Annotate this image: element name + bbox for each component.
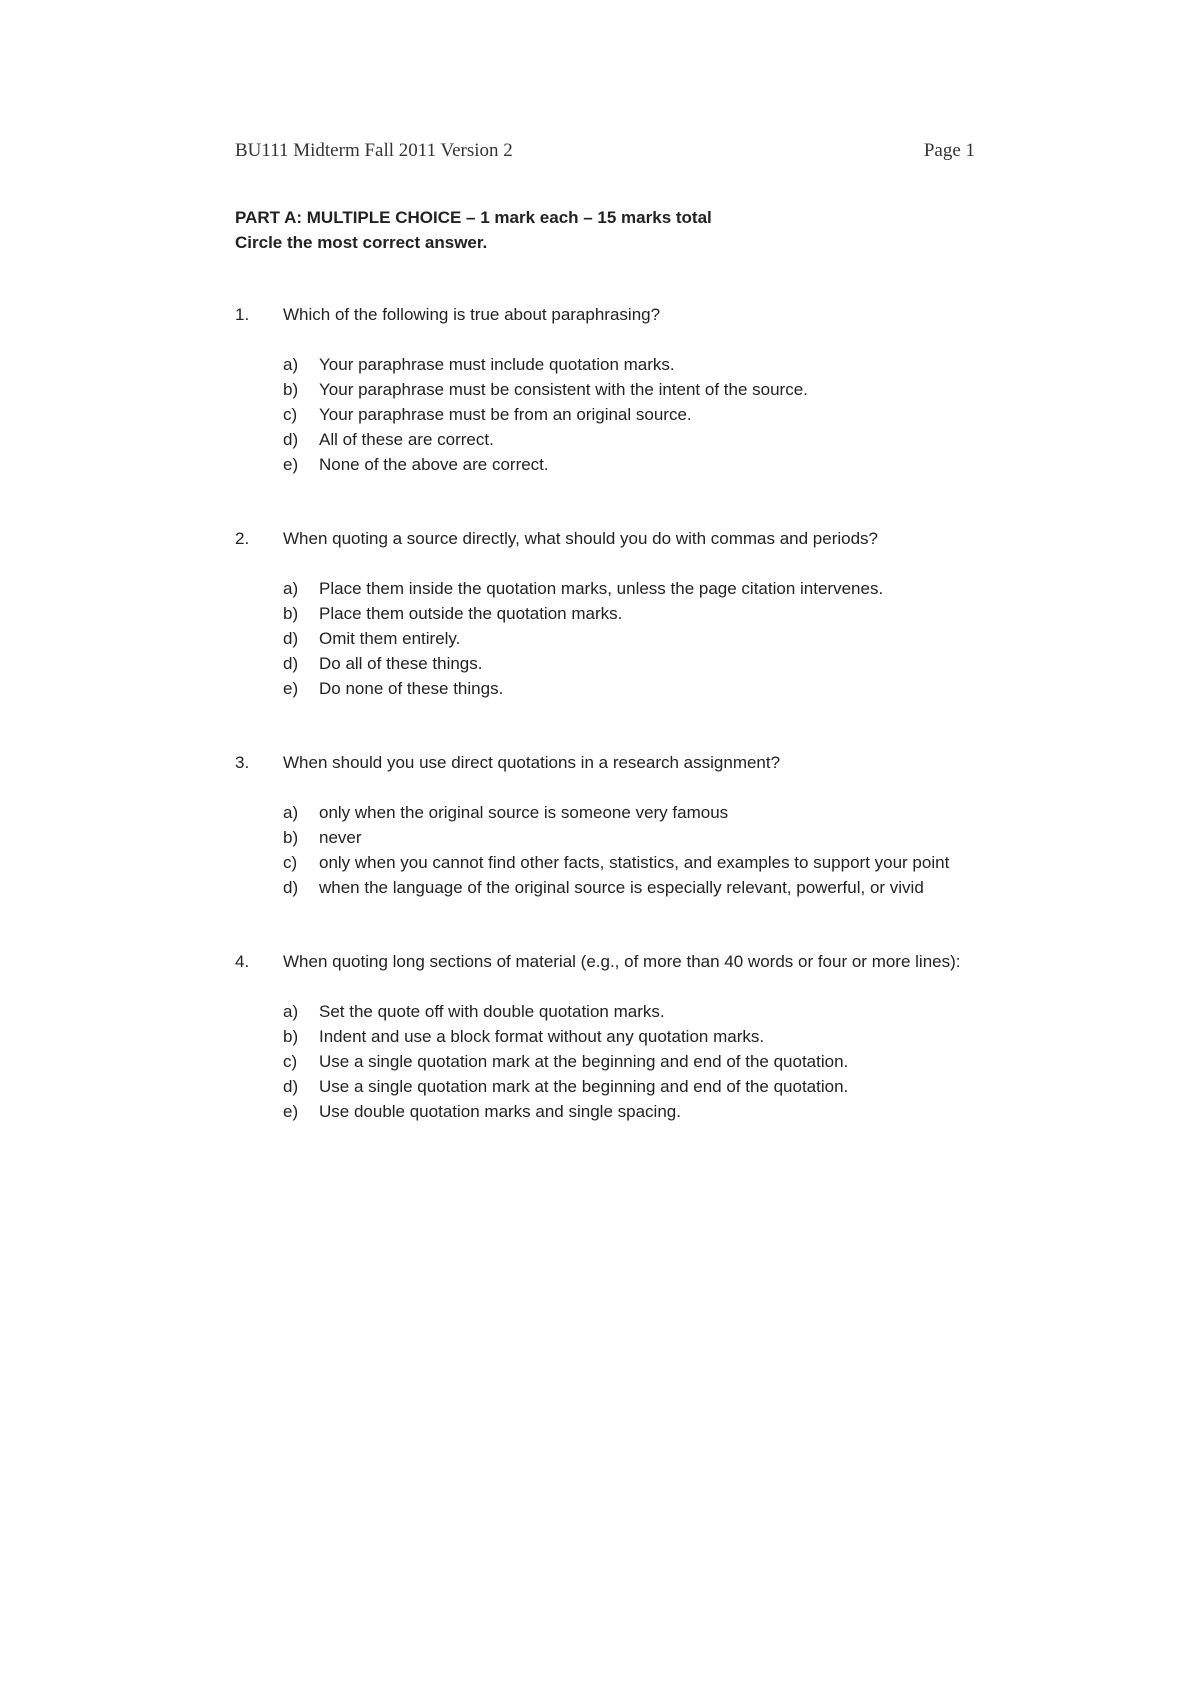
answer-option[interactable] bbox=[283, 825, 975, 850]
answer-options bbox=[283, 576, 975, 701]
answer-option[interactable] bbox=[283, 576, 975, 601]
option-text: only when the original source is someone very famous bbox=[319, 803, 729, 822]
question-text: Which of the following is true about paraphrasing? bbox=[283, 305, 661, 324]
answer-options bbox=[283, 999, 975, 1124]
option-letter: b) bbox=[283, 380, 299, 399]
option-letter: d) bbox=[283, 629, 299, 648]
option-letter: c) bbox=[283, 853, 298, 872]
answer-option[interactable] bbox=[283, 1049, 975, 1074]
option-text: Set the quote off with double quotation marks. bbox=[319, 1002, 665, 1021]
option-letter: d) bbox=[283, 654, 299, 673]
question-stem bbox=[235, 302, 975, 327]
option-text: Your paraphrase must be consistent with the intent of the source. bbox=[319, 380, 808, 399]
question-2 bbox=[235, 526, 975, 701]
question-text: When quoting a source directly, what should you do with commas and periods? bbox=[283, 529, 879, 548]
option-text: Place them inside the quotation marks, unless the page citation intervenes. bbox=[319, 579, 884, 598]
option-letter: c) bbox=[283, 1052, 298, 1071]
option-letter: a) bbox=[283, 579, 299, 598]
option-text: when the language of the original source is especially relevant, powerful, or vivid bbox=[319, 878, 924, 897]
answer-option[interactable] bbox=[283, 1024, 975, 1049]
question-number: 1. bbox=[235, 305, 250, 324]
answer-option[interactable] bbox=[283, 651, 975, 676]
answer-options bbox=[283, 800, 975, 900]
option-letter: d) bbox=[283, 430, 299, 449]
answer-option[interactable] bbox=[283, 601, 975, 626]
option-letter: d) bbox=[283, 878, 299, 897]
option-text: Omit them entirely. bbox=[319, 629, 461, 648]
question-1 bbox=[235, 302, 975, 477]
question-text: When should you use direct quotations in a research assignment? bbox=[283, 753, 781, 772]
question-stem bbox=[235, 526, 975, 551]
question-3 bbox=[235, 750, 975, 900]
option-letter: b) bbox=[283, 604, 299, 623]
option-letter: c) bbox=[283, 405, 298, 424]
option-text: Use a single quotation mark at the beginning and end of the quotation. bbox=[319, 1077, 849, 1096]
option-letter: e) bbox=[283, 1102, 299, 1121]
answer-option[interactable] bbox=[283, 427, 975, 452]
question-number: 2. bbox=[235, 529, 250, 548]
question-text: When quoting long sections of material (e.g., of more than 40 words or four or more lines): bbox=[283, 952, 961, 971]
question-stem bbox=[235, 949, 975, 974]
part-heading: PART A: MULTIPLE CHOICE – 1 mark each – 15 marks total bbox=[235, 208, 712, 227]
answer-option[interactable] bbox=[283, 875, 975, 900]
answer-option[interactable] bbox=[283, 850, 975, 875]
option-text: All of these are correct. bbox=[319, 430, 494, 449]
answer-option[interactable] bbox=[283, 452, 975, 477]
option-text: Your paraphrase must be from an original source. bbox=[319, 405, 692, 424]
answer-option[interactable] bbox=[283, 676, 975, 701]
option-text: Do none of these things. bbox=[319, 679, 504, 698]
option-text: Place them outside the quotation marks. bbox=[319, 604, 623, 623]
part-a-section bbox=[235, 205, 975, 255]
answer-option[interactable] bbox=[283, 352, 975, 377]
page-number: Page 1 bbox=[923, 140, 975, 161]
option-text: Do all of these things. bbox=[319, 654, 483, 673]
option-text: None of the above are correct. bbox=[319, 455, 549, 474]
part-instruction: Circle the most correct answer. bbox=[235, 233, 488, 252]
question-stem bbox=[235, 750, 975, 775]
option-letter: a) bbox=[283, 803, 299, 822]
exam-title: BU111 Midterm Fall 2011 Version 2 bbox=[235, 140, 513, 161]
answer-option[interactable] bbox=[283, 402, 975, 427]
option-text: only when you cannot find other facts, statistics, and examples to support your point bbox=[319, 853, 950, 872]
answer-option[interactable] bbox=[283, 626, 975, 651]
answer-options bbox=[283, 352, 975, 477]
answer-option[interactable] bbox=[283, 1074, 975, 1099]
answer-option[interactable] bbox=[283, 1099, 975, 1124]
option-letter: a) bbox=[283, 1002, 299, 1021]
answer-option[interactable] bbox=[283, 800, 975, 825]
option-text: Indent and use a block format without any quotation marks. bbox=[319, 1027, 765, 1046]
option-letter: a) bbox=[283, 355, 299, 374]
answer-option[interactable] bbox=[283, 999, 975, 1024]
question-list bbox=[235, 302, 975, 1173]
answer-option[interactable] bbox=[283, 377, 975, 402]
option-letter: e) bbox=[283, 455, 299, 474]
question-number: 4. bbox=[235, 952, 250, 971]
option-text: Use double quotation marks and single spacing. bbox=[319, 1102, 681, 1121]
option-letter: b) bbox=[283, 1027, 299, 1046]
option-letter: b) bbox=[283, 828, 299, 847]
option-text: Your paraphrase must include quotation marks. bbox=[319, 355, 675, 374]
question-4 bbox=[235, 949, 975, 1124]
option-letter: e) bbox=[283, 679, 299, 698]
question-number: 3. bbox=[235, 753, 250, 772]
option-letter: d) bbox=[283, 1077, 299, 1096]
page-header bbox=[235, 140, 975, 168]
option-text: Use a single quotation mark at the beginning and end of the quotation. bbox=[319, 1052, 849, 1071]
option-text: never bbox=[319, 828, 362, 847]
